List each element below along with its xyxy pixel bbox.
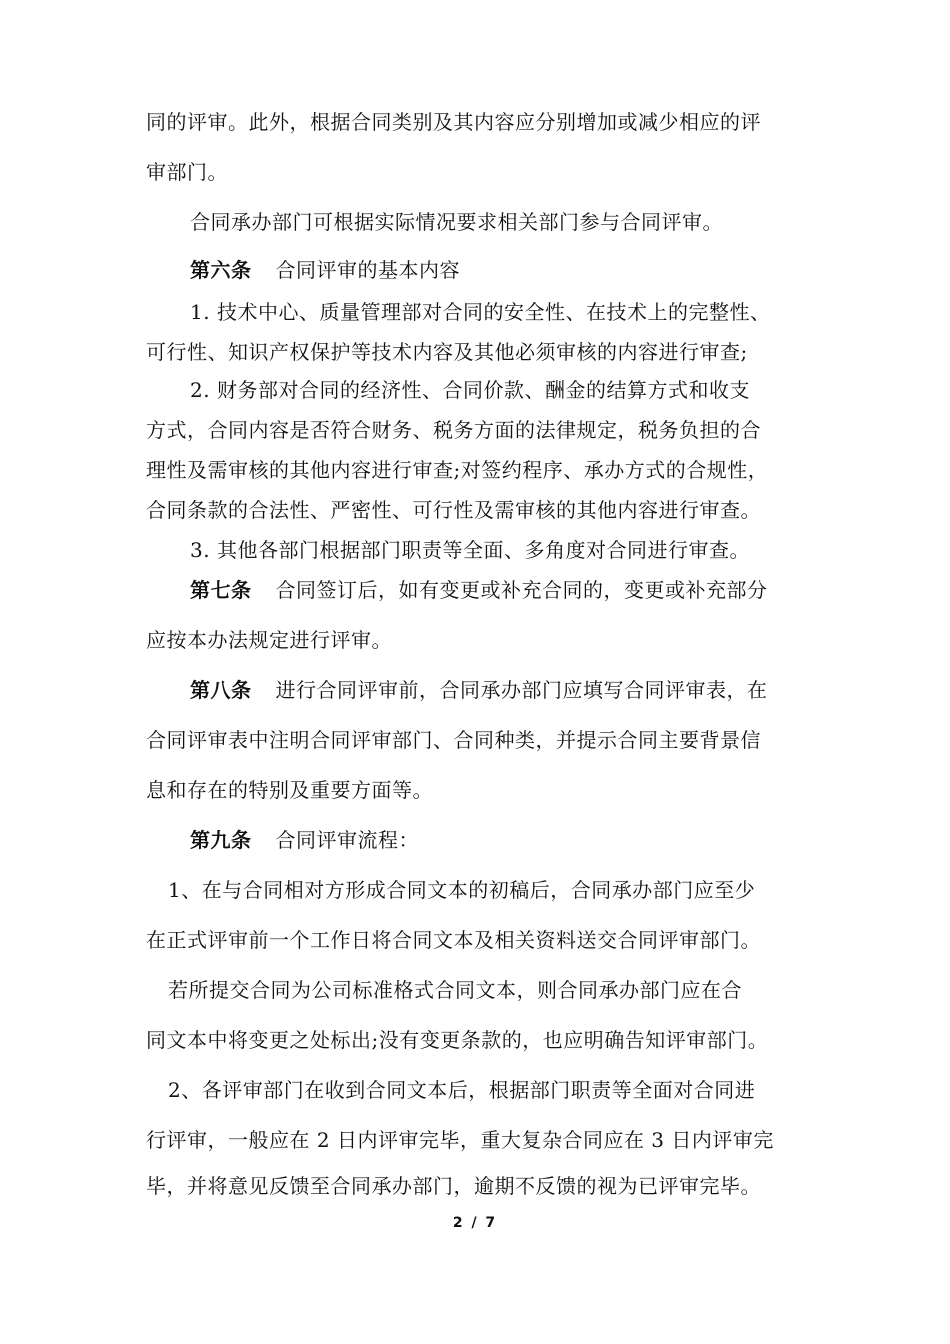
article-9-title: 合同评审流程： bbox=[275, 828, 419, 852]
article-8 bbox=[190, 676, 768, 704]
body-line: 理性及需审核的其他内容进行审查;对签约程序、承办方式的合规性， bbox=[146, 458, 769, 482]
page-number: 2 / 7 bbox=[452, 1215, 498, 1231]
article-6 bbox=[190, 256, 460, 284]
body-line: 1. 技术中心、质量管理部对合同的安全性、在技术上的完整性、 bbox=[190, 300, 771, 324]
body-line: 3. 其他各部门根据部门职责等全面、多角度对合同进行审查。 bbox=[190, 538, 750, 562]
article-8-text: 进行合同评审前，合同承办部门应填写合同评审表，在 bbox=[275, 678, 768, 702]
body-line: 行评审，一般应在 2 日内评审完毕，重大复杂合同应在 3 日内评审完 bbox=[146, 1128, 774, 1152]
body-line: 方式，合同内容是否符合财务、税务方面的法律规定，税务负担的合 bbox=[146, 418, 761, 442]
body-line: 息和存在的特别及重要方面等。 bbox=[146, 778, 433, 802]
body-line: 2. 财务部对合同的经济性、合同价款、酬金的结算方式和收支 bbox=[190, 378, 750, 402]
body-line: 应按本办法规定进行评审。 bbox=[146, 628, 392, 652]
body-line: 若所提交合同为公司标准格式合同文本，则合同承办部门应在合 bbox=[168, 978, 742, 1002]
body-line: 同文本中将变更之处标出;没有变更条款的，也应明确告知评审部门。 bbox=[146, 1028, 769, 1052]
article-8-heading: 第八条 bbox=[190, 678, 252, 702]
article-7-text: 合同签订后，如有变更或补充合同的，变更或补充部分 bbox=[275, 578, 768, 602]
article-9 bbox=[190, 826, 419, 854]
article-6-title: 合同评审的基本内容 bbox=[275, 258, 460, 282]
article-7 bbox=[190, 576, 768, 604]
body-line: 同的评审。此外，根据合同类别及其内容应分别增加或减少相应的评 bbox=[146, 110, 761, 134]
body-line: 1、在与合同相对方形成合同文本的初稿后，合同承办部门应至少 bbox=[168, 878, 756, 902]
body-line: 合同评审表中注明合同评审部门、合同种类，并提示合同主要背景信 bbox=[146, 728, 761, 752]
body-line: 毕，并将意见反馈至合同承办部门，逾期不反馈的视为已评审完毕。 bbox=[146, 1174, 761, 1198]
body-line: 在正式评审前一个工作日将合同文本及相关资料送交合同评审部门。 bbox=[146, 928, 761, 952]
body-line: 2、各评审部门在收到合同文本后，根据部门职责等全面对合同进 bbox=[168, 1078, 756, 1102]
body-line: 审部门。 bbox=[146, 160, 228, 184]
article-6-heading: 第六条 bbox=[190, 258, 252, 282]
body-line: 合同承办部门可根据实际情况要求相关部门参与合同评审。 bbox=[190, 210, 723, 234]
article-9-heading: 第九条 bbox=[190, 828, 252, 852]
body-line: 合同条款的合法性、严密性、可行性及需审核的其他内容进行审查。 bbox=[146, 498, 761, 522]
body-line: 可行性、知识产权保护等技术内容及其他必须审核的内容进行审查; bbox=[146, 340, 748, 364]
article-7-heading: 第七条 bbox=[190, 578, 252, 602]
